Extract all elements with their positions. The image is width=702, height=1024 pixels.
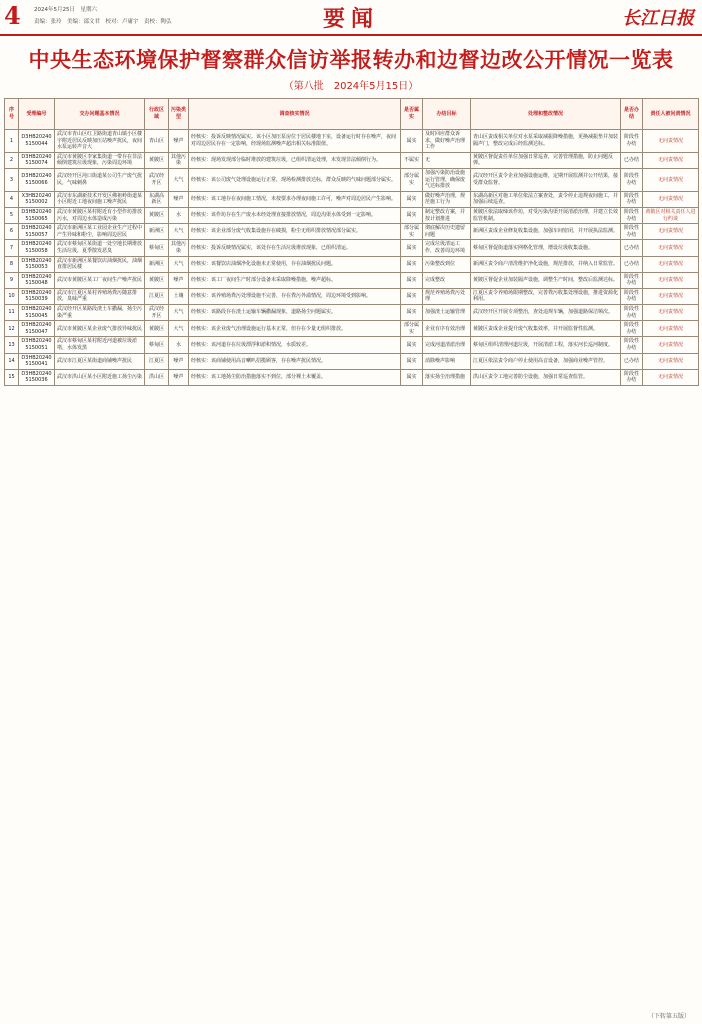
table-row <box>5 288 699 304</box>
cell-goal: 无 <box>423 152 471 168</box>
cell-no: 7 <box>5 240 19 256</box>
cell-id: D3HB202405150058 <box>19 240 55 256</box>
cell-action: 东湖高新区对施工单位依法立案查处，责令停止违规夜间施工，并加强后续巡查。 <box>471 191 621 207</box>
cell-no: 15 <box>5 369 19 385</box>
date-line: 2024年5月25日 星期六 <box>34 7 97 13</box>
cell-id: D3HB202405150041 <box>19 353 55 369</box>
continued-note: （下转第五版） <box>647 1013 690 1020</box>
cell-valid: 属实 <box>401 353 423 369</box>
col-header: 是否办结 <box>621 99 643 130</box>
cell-type: 水 <box>169 337 189 353</box>
cell-accountability: 无问责情况 <box>643 224 699 240</box>
cell-investigation: 经核实：投诉反映情况属实，该处存在生活垃圾堆放现象，已组织清运。 <box>189 240 401 256</box>
cell-goal: 完成垃圾清运工作，改善周边环境 <box>423 240 471 256</box>
masthead <box>0 0 702 36</box>
cell-id: D3HB202405150074 <box>19 152 55 168</box>
col-header: 调查核实情况 <box>189 99 401 130</box>
cell-done: 已办结 <box>621 240 643 256</box>
table-row <box>5 168 699 191</box>
cell-type: 大气 <box>169 321 189 337</box>
cell-type: 噪声 <box>169 191 189 207</box>
cell-investigation: 经核实：该餐饮店油烟净化设施未正常使用，存在油烟扰民问题。 <box>189 256 401 272</box>
cell-action: 新洲区责令商户清洗维护净化设施，规范排放，并纳入日常监管。 <box>471 256 621 272</box>
newspaper-logo: 长江日报 <box>622 8 694 29</box>
cell-investigation: 经核实：该养殖场粪污处理设施不完善，存在粪污外溢情况，周边环境受到影响。 <box>189 288 401 304</box>
cell-goal: 完成河道清淤治理 <box>423 337 471 353</box>
cell-done: 阶段性办结 <box>621 321 643 337</box>
table-row <box>5 207 699 223</box>
cell-no: 9 <box>5 272 19 288</box>
cell-id: D3HB202405150044 <box>19 130 55 153</box>
cell-valid: 属实 <box>401 288 423 304</box>
cell-action: 青山区责成相关单位对水泵采取减振降噪措施，更换减振垫并加装隔声门，整改完成后经监测达标。 <box>471 130 621 153</box>
cell-investigation: 经核实：投诉反映情况属实。该小区加压泵房位于居民楼地下室，设备运行时存在噪声，夜间对周边居民存在一定影响，经现场监测噪声超出相关标准限值。 <box>189 130 401 153</box>
cell-issue: 武汉市黄陂区某企业废气排放异味扰民 <box>55 321 145 337</box>
cell-type: 大气 <box>169 305 189 321</box>
cell-region: 江夏区 <box>145 288 169 304</box>
cell-no: 5 <box>5 207 19 223</box>
cell-valid: 属实 <box>401 240 423 256</box>
page-subheadline: （第八批 2024年5月15日） <box>283 81 419 92</box>
cell-done: 阶段性办结 <box>621 207 643 223</box>
cell-accountability: 无问责情况 <box>643 321 699 337</box>
cell-accountability: 无问责情况 <box>643 353 699 369</box>
col-header: 交办问题基本情况 <box>55 99 145 130</box>
cell-region: 黄陂区 <box>145 207 169 223</box>
table-row <box>5 369 699 385</box>
cell-investigation: 经核实：该工厂夜间生产时部分设备未采取降噪措施，噪声超标。 <box>189 272 401 288</box>
cell-region: 黄陂区 <box>145 152 169 168</box>
cell-issue: 武汉市新洲区某工业园企业生产过程中产生异味和粉尘，影响周边居民 <box>55 224 145 240</box>
cell-region: 黄陂区 <box>145 272 169 288</box>
cell-done: 已办结 <box>621 152 643 168</box>
cell-accountability: 无问责情况 <box>643 288 699 304</box>
complaint-table <box>4 98 699 386</box>
col-header: 行政区域 <box>145 99 169 130</box>
table-row <box>5 272 699 288</box>
cell-no: 8 <box>5 256 19 272</box>
col-header: 是否属实 <box>401 99 423 130</box>
cell-no: 10 <box>5 288 19 304</box>
cell-valid: 属实 <box>401 191 423 207</box>
cell-id: D3HB202405150047 <box>19 321 55 337</box>
cell-type: 噪声 <box>169 130 189 153</box>
cell-action: 洪山区责令工地完善防尘设施，加强日常巡查监管。 <box>471 369 621 385</box>
cell-done: 已办结 <box>621 353 643 369</box>
cell-goal: 彻底解决历史遗留问题 <box>423 224 471 240</box>
cell-no: 6 <box>5 224 19 240</box>
table-row <box>5 337 699 353</box>
section-title: 要闻 <box>322 6 379 32</box>
cell-accountability: 无问责情况 <box>643 369 699 385</box>
cell-issue: 武汉市蔡甸区某村附近河道被垃圾淤堵，水体发黑 <box>55 337 145 353</box>
cell-region: 洪山区 <box>145 369 169 385</box>
page-headline: 中央生态环境保护督察群众信访举报转办和边督边改公开情况一览表 <box>28 48 674 72</box>
cell-issue: 武汉市蔡甸区某街道一处空地长期堆放生活垃圾，夏季散发恶臭 <box>55 240 145 256</box>
cell-type: 噪声 <box>169 272 189 288</box>
cell-type: 其他污染 <box>169 240 189 256</box>
cell-done: 阶段性办结 <box>621 224 643 240</box>
cell-action: 江夏区责令养殖场限期整改，完善粪污收集处理设施，推进资源化利用。 <box>471 288 621 304</box>
cell-done: 阶段性办结 <box>621 337 643 353</box>
table-row <box>5 256 699 272</box>
cell-investigation: 经核实：该企业废气治理设施运行基本正常，但存在少量无组织排放。 <box>189 321 401 337</box>
cell-goal: 消除噪声影响 <box>423 353 471 369</box>
cell-type: 土壤 <box>169 288 189 304</box>
cell-goal: 制定整改方案，并按计划推进 <box>423 207 471 223</box>
cell-goal: 加强污染防治设施运行管理，确保废气达标排放 <box>423 168 471 191</box>
cell-action: 武汉经开区开展专项整治，查处违规车辆，加强道路保洁频次。 <box>471 305 621 321</box>
cell-investigation: 经核实：该河道存在垃圾漂浮和淤积情况，水质较差。 <box>189 337 401 353</box>
cell-valid: 部分属实 <box>401 321 423 337</box>
cell-id: D3HB202405150039 <box>19 288 55 304</box>
cell-done: 阶段性办结 <box>621 305 643 321</box>
cell-action: 黄陂区督促责任单位加强日常巡查，完善管理措施，防止问题反弹。 <box>471 152 621 168</box>
cell-no: 14 <box>5 353 19 369</box>
cell-action: 黄陂区依法取缔该作坊，对受污染沟渠开展清淤治理，并建立长效监管机制。 <box>471 207 621 223</box>
cell-done: 阶段性办结 <box>621 288 643 304</box>
cell-done: 阶段性办结 <box>621 369 643 385</box>
cell-goal: 加强渣土运输管理 <box>423 305 471 321</box>
cell-region: 蔡甸区 <box>145 337 169 353</box>
cell-done: 已办结 <box>621 256 643 272</box>
cell-investigation: 经核实：该作坊存在生产废水未经处理直接排放情况，周边沟渠水体受到一定影响。 <box>189 207 401 223</box>
cell-type: 水 <box>169 207 189 223</box>
cell-valid: 不属实 <box>401 152 423 168</box>
cell-no: 4 <box>5 191 19 207</box>
cell-valid: 属实 <box>401 256 423 272</box>
cell-goal: 做好噪声治理，规范施工行为 <box>423 191 471 207</box>
cell-type: 大气 <box>169 224 189 240</box>
cell-type: 噪声 <box>169 353 189 369</box>
table-row <box>5 240 699 256</box>
cell-investigation: 经核实：该企业部分废气收集设施存在破损，粉尘无组织排放情况部分属实。 <box>189 224 401 240</box>
cell-accountability: 黄陂区对相关责任人进行约谈 <box>643 207 699 223</box>
cell-accountability: 无问责情况 <box>643 191 699 207</box>
cell-valid: 部分属实 <box>401 168 423 191</box>
cell-region: 新洲区 <box>145 256 169 272</box>
cell-region: 黄陂区 <box>145 321 169 337</box>
cell-no: 2 <box>5 152 19 168</box>
cell-region: 江夏区 <box>145 353 169 369</box>
cell-action: 黄陂区督促企业加装隔声设施，调整生产时间，整改后监测达标。 <box>471 272 621 288</box>
cell-done: 阶段性办结 <box>621 272 643 288</box>
cell-region: 蔡甸区 <box>145 240 169 256</box>
cell-no: 1 <box>5 130 19 153</box>
cell-action: 蔡甸区组织清理河道垃圾，开展清淤工程，落实河长巡河制度。 <box>471 337 621 353</box>
cell-accountability: 无问责情况 <box>643 130 699 153</box>
cell-id: D3HB202405150048 <box>19 272 55 288</box>
cell-valid: 属实 <box>401 337 423 353</box>
cell-issue: 武汉市黄陂区李家集街道一带存在非法倾倒建筑垃圾现象，污染周边环境 <box>55 152 145 168</box>
cell-done: 阶段性办结 <box>621 168 643 191</box>
cell-valid: 属实 <box>401 369 423 385</box>
cell-valid: 属实 <box>401 272 423 288</box>
cell-issue: 武汉市新洲区某餐饮店油烟扰民，油烟直排居民楼 <box>55 256 145 272</box>
cell-no: 11 <box>5 305 19 321</box>
cell-valid: 部分属实 <box>401 224 423 240</box>
table-row <box>5 353 699 369</box>
cell-action: 新洲区责成企业修复收集设施，加强车间密闭，并开展执法监测。 <box>471 224 621 240</box>
cell-id: X3HB202405150002 <box>19 191 55 207</box>
cell-valid: 属实 <box>401 207 423 223</box>
cell-issue: 武汉经开区沌口街道某公司生产废气扰民，气味刺鼻 <box>55 168 145 191</box>
table-row <box>5 130 699 153</box>
cell-type: 其他污染 <box>169 152 189 168</box>
table-row <box>5 321 699 337</box>
table-row <box>5 152 699 168</box>
cell-type: 大气 <box>169 168 189 191</box>
cell-investigation: 经核实：现场发现部分临时堆放的建筑垃圾，已组织清运处理，未发现非法倾倒行为。 <box>189 152 401 168</box>
cell-done: 阶段性办结 <box>621 191 643 207</box>
cell-issue: 武汉市黄陂区某村附近有小型作坊排放污水，对周边水体造成污染 <box>55 207 145 223</box>
cell-investigation: 经核实：该公司废气处理设施运行正常，现场检测排放达标，群众反映的气味问题部分属实。 <box>189 168 401 191</box>
cell-goal: 及时回应群众诉求，做好噪声治理工作 <box>423 130 471 153</box>
cell-accountability: 无问责情况 <box>643 240 699 256</box>
cell-type: 噪声 <box>169 369 189 385</box>
cell-region: 武汉经开区 <box>145 168 169 191</box>
cell-issue: 武汉市黄陂区某工厂夜间生产噪声扰民 <box>55 272 145 288</box>
cell-goal: 完成整改 <box>423 272 471 288</box>
cell-valid: 属实 <box>401 130 423 153</box>
cell-id: D3HB202405150057 <box>19 224 55 240</box>
cell-id: D3HB202405150065 <box>19 207 55 223</box>
table-row <box>5 191 699 207</box>
cell-investigation: 经核实：该工地扬尘防治措施落实不到位，部分裸土未覆盖。 <box>189 369 401 385</box>
cell-accountability: 无问责情况 <box>643 168 699 191</box>
cell-valid: 属实 <box>401 305 423 321</box>
table-row <box>5 224 699 240</box>
cell-region: 青山区 <box>145 130 169 153</box>
col-header: 受理编号 <box>19 99 55 130</box>
table-header-row <box>5 99 699 130</box>
cell-id: D3HB202405150066 <box>19 168 55 191</box>
cell-accountability: 无问责情况 <box>643 152 699 168</box>
cell-no: 3 <box>5 168 19 191</box>
cell-id: D3HB202405150051 <box>19 337 55 353</box>
cell-region: 新洲区 <box>145 224 169 240</box>
cell-goal: 企业有序有效治理 <box>423 321 471 337</box>
cell-goal: 落实扬尘治理措施 <box>423 369 471 385</box>
cell-investigation: 经核实：该商铺使用高音喇叭招揽顾客，存在噪声扰民情况。 <box>189 353 401 369</box>
cell-issue: 武汉市青山区红卫路街道青山镇小区楼宇附近居民反映加压站噪声扰民，夜间水泵运转声音大 <box>55 130 145 153</box>
cell-action: 江夏区依法责令商户停止使用高音设备，加强商业噪声管控。 <box>471 353 621 369</box>
cell-id: D3HB202405150045 <box>19 305 55 321</box>
cell-accountability: 无问责情况 <box>643 272 699 288</box>
page-number: 4 <box>4 1 21 30</box>
editor-line: 责编：张玲 美编：邵文君 校对：卢庸宇 责校：陶弘 <box>34 19 172 25</box>
cell-id: D3HB202405150053 <box>19 256 55 272</box>
cell-issue: 武汉市江夏区某村养殖场粪污随意排放，臭味严重 <box>55 288 145 304</box>
table-row <box>5 305 699 321</box>
cell-region: 武汉经开区 <box>145 305 169 321</box>
col-header: 责任人被问责情况 <box>643 99 699 130</box>
cell-action: 武汉经开区责令企业加强设施运维，定期开展监测并公开结果，接受群众监督。 <box>471 168 621 191</box>
cell-action: 蔡甸区督促街道落实网格化管理，增设垃圾收集设施。 <box>471 240 621 256</box>
cell-issue: 武汉市东湖新技术开发区佛祖岭街道某小区附近工地夜间施工噪声扰民 <box>55 191 145 207</box>
cell-type: 大气 <box>169 256 189 272</box>
cell-goal: 规范养殖场粪污处理 <box>423 288 471 304</box>
cell-investigation: 经核实：该路段存在渣土运输车辆撒漏现象，道路扬尘问题属实。 <box>189 305 401 321</box>
cell-accountability: 无问责情况 <box>643 305 699 321</box>
col-header: 办结目标 <box>423 99 471 130</box>
cell-region: 东湖高新区 <box>145 191 169 207</box>
cell-accountability: 无问责情况 <box>643 337 699 353</box>
cell-action: 黄陂区责成企业提升废气收集效率，并开展监督性监测。 <box>471 321 621 337</box>
cell-issue: 武汉市江夏区某街道商铺噪声扰民 <box>55 353 145 369</box>
col-header: 处理和整改情况 <box>471 99 621 130</box>
col-header: 序号 <box>5 99 19 130</box>
cell-done: 阶段性办结 <box>621 130 643 153</box>
cell-issue: 武汉市洪山区某小区附近施工扬尘污染 <box>55 369 145 385</box>
cell-goal: 污染整改到位 <box>423 256 471 272</box>
cell-id: D3HB202405150036 <box>19 369 55 385</box>
cell-accountability: 无问责情况 <box>643 256 699 272</box>
cell-no: 13 <box>5 337 19 353</box>
cell-no: 12 <box>5 321 19 337</box>
cell-investigation: 经核实：该工地存在夜间施工情况，未按要求办理夜间施工许可，噪声对周边居民产生影响。 <box>189 191 401 207</box>
cell-issue: 武汉经开区某路段渣土车撒漏，扬尘污染严重 <box>55 305 145 321</box>
col-header: 污染类型 <box>169 99 189 130</box>
